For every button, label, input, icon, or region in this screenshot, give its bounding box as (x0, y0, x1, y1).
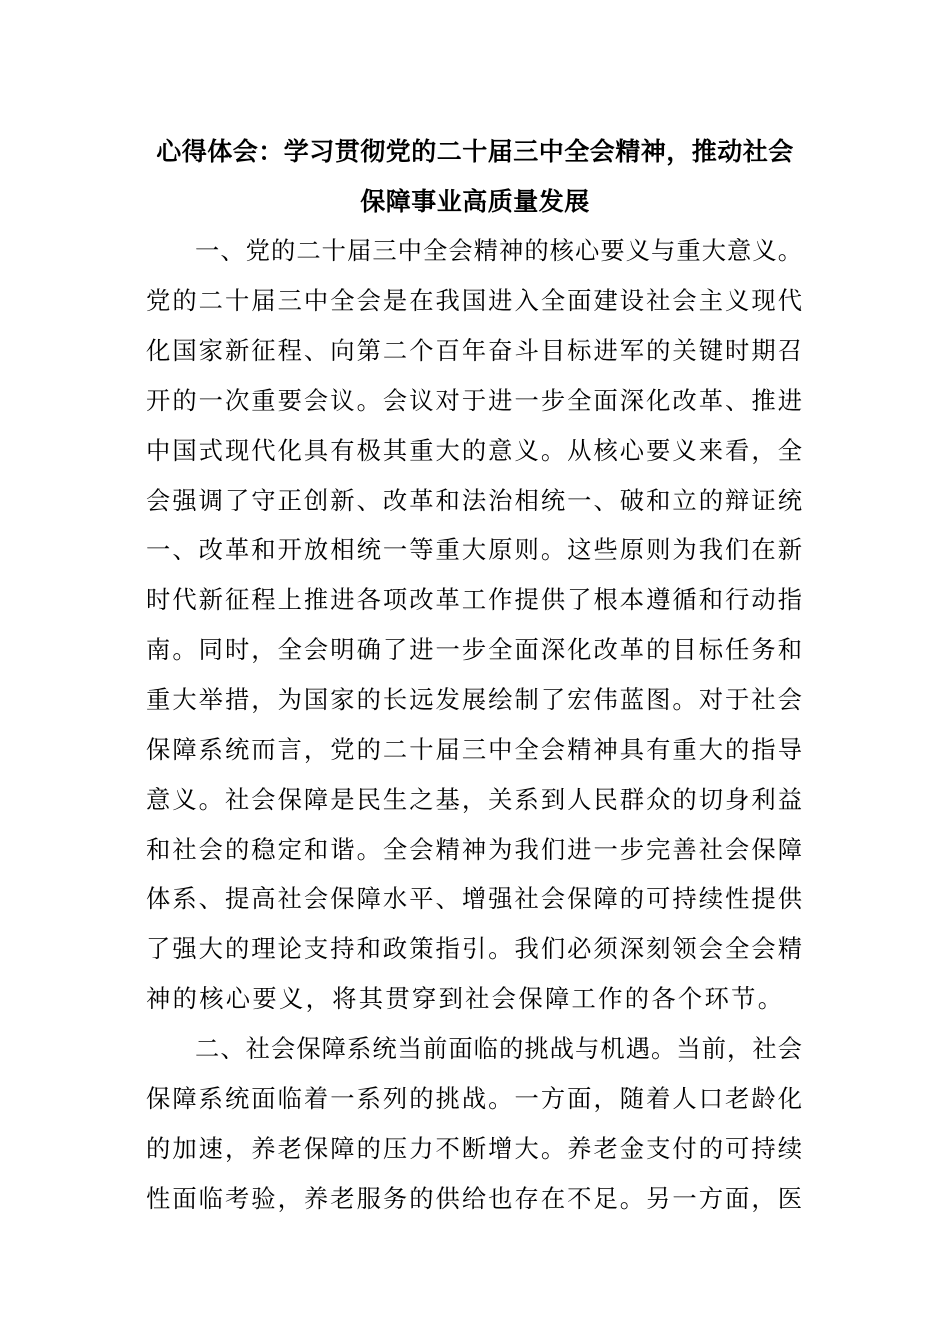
paragraph-1-line: 了强大的理论支持和政策指引。我们必须深刻领会全会精 (146, 934, 802, 963)
paragraph-1-line: 重大举措，为国家的长远发展绘制了宏伟蓝图。对于社会 (146, 685, 802, 714)
paragraph-1-line: 中国式现代化具有极其重大的意义。从核心要义来看，全 (146, 436, 802, 465)
document-title-line-2: 保障事业高质量发展 (360, 187, 590, 216)
paragraph-1-line: 体系、提高社会保障水平、增强社会保障的可持续性提供 (146, 884, 802, 913)
paragraph-1-line: 党的二十届三中全会是在我国进入全面建设社会主义现代 (146, 286, 802, 315)
paragraph-2-line: 二、社会保障系统当前面临的挑战与机遇。当前，社会 (195, 1034, 802, 1063)
paragraph-1-line: 会强调了守正创新、改革和法治相统一、破和立的辩证统 (146, 486, 802, 515)
paragraph-1-line: 一、改革和开放相统一等重大原则。这些原则为我们在新 (146, 535, 802, 564)
paragraph-2-line: 的加速，养老保障的压力不断增大。养老金支付的可持续 (146, 1134, 802, 1163)
paragraph-1-line: 南。同时，全会明确了进一步全面深化改革的目标任务和 (146, 635, 802, 664)
paragraph-1-line: 一、党的二十届三中全会精神的核心要义与重大意义。 (195, 236, 802, 265)
paragraph-2-line: 保障系统面临着一系列的挑战。一方面，随着人口老龄化 (146, 1084, 802, 1113)
paragraph-1-line: 开的一次重要会议。会议对于进一步全面深化改革、推进 (146, 386, 802, 415)
paragraph-2-line: 性面临考验，养老服务的供给也存在不足。另一方面，医 (146, 1184, 802, 1213)
paragraph-1-line: 化国家新征程、向第二个百年奋斗目标进军的关键时期召 (146, 336, 802, 365)
paragraph-1-line: 神的核心要义，将其贯穿到社会保障工作的各个环节。 (146, 984, 785, 1013)
document-title-line-1: 心得体会：学习贯彻党的二十届三中全会精神，推动社会 (156, 137, 794, 166)
paragraph-1-line: 和社会的稳定和谐。全会精神为我们进一步完善社会保障 (146, 835, 802, 864)
paragraph-1-line: 意义。社会保障是民生之基，关系到人民群众的切身利益 (146, 785, 802, 814)
paragraph-1-line: 时代新征程上推进各项改革工作提供了根本遵循和行动指 (146, 585, 802, 614)
paragraph-1-line: 保障系统而言，党的二十届三中全会精神具有重大的指导 (146, 735, 802, 764)
